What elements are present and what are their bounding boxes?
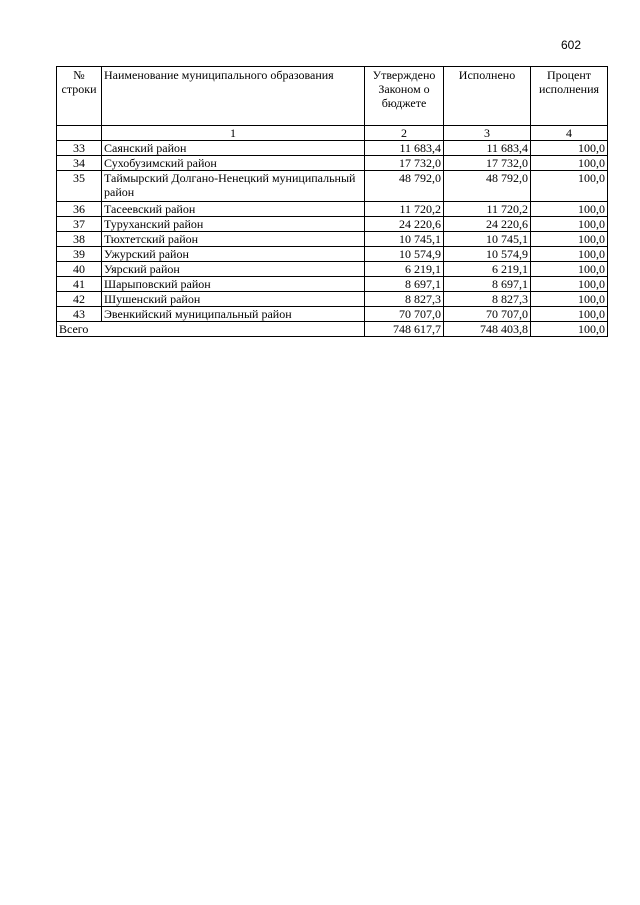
- municipality-name: Туруханский район: [102, 217, 365, 232]
- approved-value: 10 574,9: [365, 247, 444, 262]
- table-row: [57, 232, 608, 247]
- column-index-cell: 4: [531, 126, 608, 141]
- municipality-name: Шушенский район: [102, 292, 365, 307]
- approved-value: 11 720,2: [365, 202, 444, 217]
- table-row: [57, 171, 608, 202]
- header-approved: Утверждено Законом о бюджете: [365, 67, 444, 126]
- executed-value: 24 220,6: [444, 217, 531, 232]
- approved-value: 6 219,1: [365, 262, 444, 277]
- percent-value: 100,0: [531, 292, 608, 307]
- municipality-name: Таймырский Долгано-Ненецкий муниципальный район: [102, 171, 365, 202]
- total-executed: 748 403,8: [444, 322, 531, 337]
- executed-value: 11 683,4: [444, 141, 531, 156]
- row-number: 36: [57, 202, 102, 217]
- total-row: [57, 322, 608, 337]
- row-number: 34: [57, 156, 102, 171]
- column-index-cell: [57, 126, 102, 141]
- column-index-cell: 3: [444, 126, 531, 141]
- municipality-name: Ужурский район: [102, 247, 365, 262]
- executed-value: 6 219,1: [444, 262, 531, 277]
- table-row: [57, 247, 608, 262]
- municipality-name: Саянский район: [102, 141, 365, 156]
- budget-execution-table: [56, 66, 608, 337]
- row-number: 42: [57, 292, 102, 307]
- approved-value: 8 697,1: [365, 277, 444, 292]
- approved-value: 48 792,0: [365, 171, 444, 202]
- table-row: [57, 262, 608, 277]
- table-row: [57, 156, 608, 171]
- page-number: 602: [561, 38, 582, 52]
- table-row: [57, 292, 608, 307]
- percent-value: 100,0: [531, 217, 608, 232]
- approved-value: 24 220,6: [365, 217, 444, 232]
- table-row: [57, 307, 608, 322]
- row-number: 39: [57, 247, 102, 262]
- column-index-row: [57, 126, 608, 141]
- executed-value: 10 574,9: [444, 247, 531, 262]
- percent-value: 100,0: [531, 232, 608, 247]
- percent-value: 100,0: [531, 171, 608, 202]
- row-number: 43: [57, 307, 102, 322]
- header-percent: Процент исполнения: [531, 67, 608, 126]
- approved-value: 10 745,1: [365, 232, 444, 247]
- percent-value: 100,0: [531, 247, 608, 262]
- header-executed: Исполнено: [444, 67, 531, 126]
- percent-value: 100,0: [531, 156, 608, 171]
- executed-value: 17 732,0: [444, 156, 531, 171]
- municipality-name: Шарыповский район: [102, 277, 365, 292]
- table-row: [57, 202, 608, 217]
- percent-value: 100,0: [531, 277, 608, 292]
- approved-value: 70 707,0: [365, 307, 444, 322]
- table-header-row: [57, 67, 608, 126]
- percent-value: 100,0: [531, 202, 608, 217]
- total-approved: 748 617,7: [365, 322, 444, 337]
- municipality-name: Эвенкийский муниципальный район: [102, 307, 365, 322]
- executed-value: 48 792,0: [444, 171, 531, 202]
- municipality-name: Тюхтетский район: [102, 232, 365, 247]
- municipality-name: Уярский район: [102, 262, 365, 277]
- approved-value: 17 732,0: [365, 156, 444, 171]
- approved-value: 11 683,4: [365, 141, 444, 156]
- row-number: 40: [57, 262, 102, 277]
- executed-value: 8 697,1: [444, 277, 531, 292]
- row-number: 38: [57, 232, 102, 247]
- table-row: [57, 217, 608, 232]
- row-number: 37: [57, 217, 102, 232]
- row-number: 41: [57, 277, 102, 292]
- percent-value: 100,0: [531, 262, 608, 277]
- executed-value: 70 707,0: [444, 307, 531, 322]
- executed-value: 10 745,1: [444, 232, 531, 247]
- executed-value: 11 720,2: [444, 202, 531, 217]
- header-municipality-name: Наименование муниципального образования: [102, 67, 365, 126]
- total-percent: 100,0: [531, 322, 608, 337]
- row-number: 33: [57, 141, 102, 156]
- percent-value: 100,0: [531, 141, 608, 156]
- table-row: [57, 277, 608, 292]
- row-number: 35: [57, 171, 102, 202]
- header-row-number: № строки: [57, 67, 102, 126]
- approved-value: 8 827,3: [365, 292, 444, 307]
- table-row: [57, 141, 608, 156]
- column-index-cell: 1: [102, 126, 365, 141]
- percent-value: 100,0: [531, 307, 608, 322]
- column-index-cell: 2: [365, 126, 444, 141]
- municipality-name: Сухобузимский район: [102, 156, 365, 171]
- municipality-name: Тасеевский район: [102, 202, 365, 217]
- total-label: Всего: [57, 322, 365, 337]
- executed-value: 8 827,3: [444, 292, 531, 307]
